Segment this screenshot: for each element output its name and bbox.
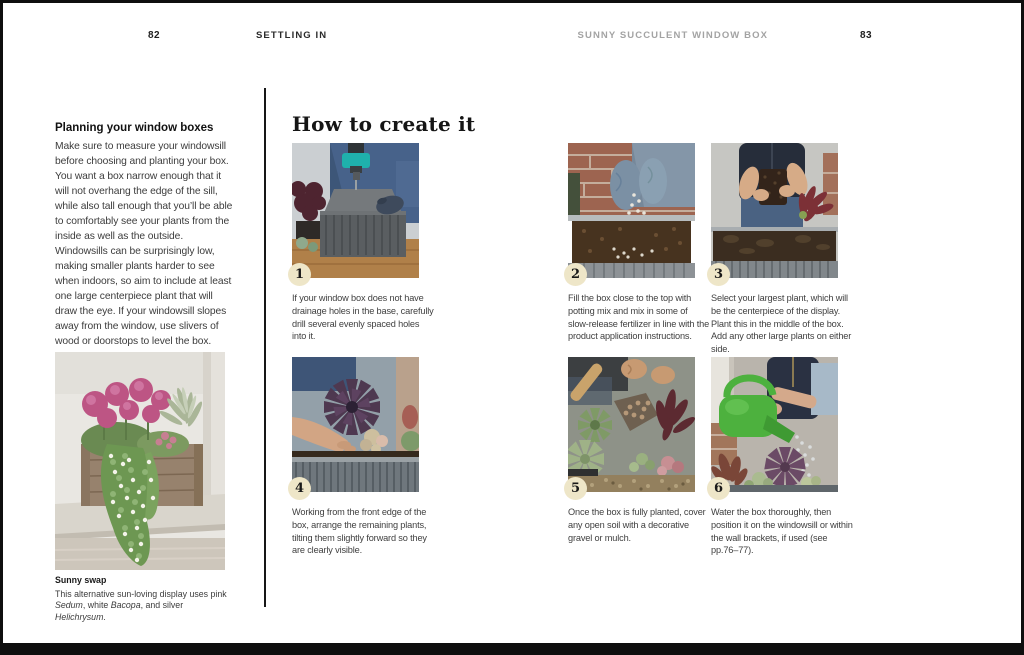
step-4-number-badge: 4 [288, 477, 311, 500]
step-2-caption: Fill the box close to the top with potting mix and mix in some of slow-release fertilizer in line with the product application instructions. [568, 293, 710, 342]
left-folio: 82 [148, 30, 161, 41]
step-3 [711, 143, 853, 356]
step-6-number-badge: 6 [707, 477, 730, 500]
step-5-caption: Once the box is fully planted, cover any open soil with a decorative gravel or mulch. [568, 507, 706, 543]
sunny-swap-window-box-photo [55, 352, 225, 570]
step-5 [568, 357, 710, 544]
intro-body-text: Make sure to measure your windowsill before choosing and planting your box. You want a box narrow enough that it will not overhang the edge of the sill, while also tall enough that you’ll be able to comfortably see your plants from the inside as well as the outside. Windowsills can be surprisingly low, making smaller plants harder to see when indoors, so aim to include at least one large centerpiece plant that will draw the eye. If your windowsill slopes away from the window, use slivers of wood or doorstops to level the box. [55, 141, 233, 347]
howto-heading: How to create it [292, 112, 476, 136]
sunny-swap-caption [55, 575, 231, 623]
right-folio: 83 [860, 30, 873, 41]
caption-text: This alternative sun-loving display uses pink Sedum, white Bacopa, and silver Helichrysum. [55, 588, 227, 622]
intro-heading: Planning your window boxes [55, 122, 214, 134]
column-divider-rule [264, 88, 266, 607]
step-2-photo-fertilizer [568, 143, 695, 282]
step-4-caption: Working from the front edge of the box, arrange the remaining plants, tilting them slightly forward so they are clearly visible. [292, 507, 427, 556]
step-1-caption: If your window box does not have drainage holes in the base, carefully drill several evenly spaced holes into it. [292, 293, 434, 342]
step-2-number-badge: 2 [564, 263, 587, 286]
step-3-photo-centerpiece-plant [711, 143, 838, 282]
step-5-number-badge: 5 [564, 477, 587, 500]
step-5-photo-gravel-trowel [568, 357, 695, 496]
step-2 [568, 143, 710, 343]
right-running-head: SUNNY SUCCULENT WINDOW BOX [577, 30, 768, 41]
intro-column [55, 122, 237, 349]
step-3-caption: Select your largest plant, which will be the centerpiece of the display. Plant this in the middle of the box. Add any other large plants on either side. [711, 293, 852, 355]
step-6-caption: Water the box thoroughly, then position it on the windowsill or within the wall brackets, if used (see pp.76–77). [711, 507, 853, 556]
step-6 [711, 357, 853, 557]
left-running-head: SETTLING IN [256, 30, 328, 41]
step-4 [292, 357, 434, 557]
step-1-photo-drilling [292, 143, 419, 282]
caption-title: Sunny swap [55, 575, 107, 585]
step-1-number-badge: 1 [288, 263, 311, 286]
step-4-photo-arranging-plants [292, 357, 419, 496]
step-1 [292, 143, 434, 343]
window-box-flowers-illustration [55, 352, 225, 570]
step-6-photo-watering [711, 357, 838, 496]
step-3-number-badge: 3 [707, 263, 730, 286]
